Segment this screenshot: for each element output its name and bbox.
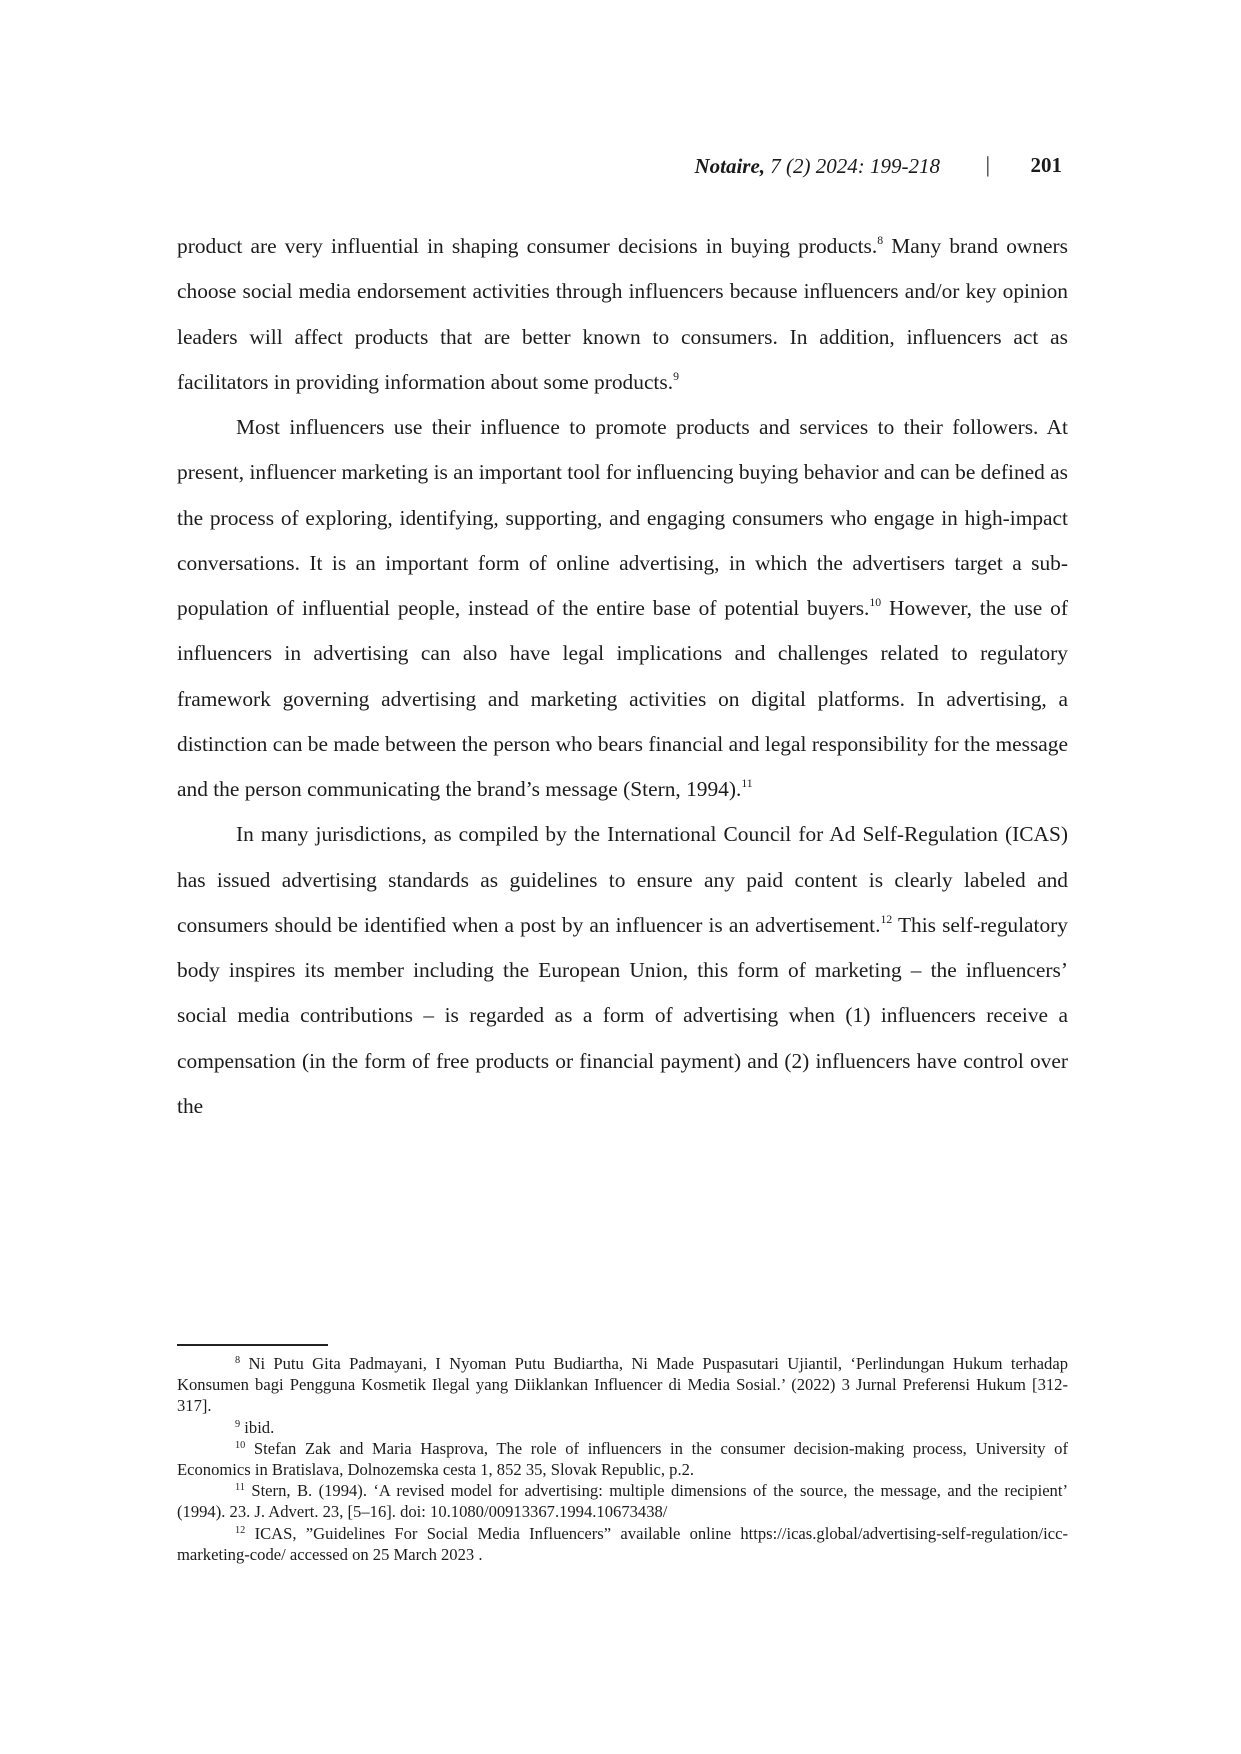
- footnote-ref-9[interactable]: 9: [673, 369, 679, 383]
- paragraph-2: [177, 405, 1068, 812]
- text-segment: Many brand owners choose social media endorsement activities through influencers because influencers and/or key opinion leaders will affect products that are better known to consumers. In addition, influencers act as facilitators in providing information about some products.: [177, 234, 1069, 394]
- footnote-10: [177, 1438, 1068, 1480]
- paragraph-1: [177, 224, 1068, 405]
- footnote-8: [177, 1353, 1068, 1417]
- footnote-number: 11: [235, 1482, 245, 1494]
- journal-name: Notaire,: [694, 154, 766, 178]
- text-segment: product are very influential in shaping consumer decisions in buying products.: [177, 234, 878, 258]
- footnote-text: ibid.: [240, 1417, 275, 1437]
- footnote-number: 10: [235, 1439, 246, 1451]
- footnote-11: [177, 1480, 1068, 1522]
- footnote-ref-12[interactable]: 12: [880, 912, 893, 926]
- footnotes: [177, 1353, 1068, 1565]
- paragraph-3: [177, 812, 1068, 1129]
- footnote-text: Stern, B. (1994). ‘A revised model for advertising: multiple dimensions of the source, the message, and the recipient’ (1994). 23. J. Advert. 23, [5–16]. doi: 10.1080/00913367.1994.10673438/: [177, 1481, 1068, 1522]
- footnote-number: 8: [235, 1354, 241, 1366]
- header-separator: |: [985, 152, 990, 177]
- volume-issue: 7 (2) 2024: 199-218: [765, 154, 940, 178]
- text-segment: This self-regulatory body inspires its member including the European Union, this form of marketing – the influencers’ social media contributions – is regarded as a form of advertising when (1) influencers receive a compensation (in the form of free products or financial payment) and (2) influencers have control over the: [177, 912, 1068, 1118]
- footnote-text: ICAS, ”Guidelines For Social Media Influencers” available online https://icas.global/advertising-self-regulation/icc-marketing-code/ accessed on 25 March 2023 .: [177, 1523, 1068, 1564]
- body-text: [177, 224, 1068, 1129]
- running-header: [177, 152, 1068, 182]
- footnote-separator-rule: [177, 1344, 328, 1346]
- text-segment: However, the use of influencers in advertising can also have legal implications and challenges related to regulatory framework governing advertising and marketing activities on digital platforms. In advertising, a distinction can be made between the person who bears financial and legal responsibility for the message and the person communicating the brand’s message (Stern, 1994).: [177, 596, 1068, 801]
- footnote-ref-8[interactable]: 8: [877, 234, 884, 248]
- page-number: 201: [1030, 153, 1062, 177]
- footnote-9: [177, 1417, 1068, 1438]
- journal-citation: [694, 154, 940, 179]
- footnote-text: Ni Putu Gita Padmayani, I Nyoman Putu Budiartha, Ni Made Puspasutari Ujiantil, ‘Perlindungan Hukum terhadap Konsumen bagi Pengguna Kosmetik Ilegal yang Diiklankan Influencer di Media Sosial.’ (2022) 3 Jurnal Preferensi Hukum [312-317].: [177, 1354, 1068, 1416]
- footnote-number: 9: [235, 1418, 241, 1430]
- text-segment: In many jurisdictions, as compiled by the International Council for Ad Self-Regulation (ICAS) has issued advertising standards as guidelines to ensure any paid content is clearly labeled and consumers should be identified when a post by an influencer is an advertisement.: [177, 822, 1068, 937]
- footnote-12: [177, 1523, 1068, 1565]
- footnote-ref-10[interactable]: 10: [869, 596, 882, 610]
- footnote-ref-11[interactable]: 11: [741, 777, 753, 791]
- footnote-number: 12: [235, 1524, 246, 1536]
- footnote-text: Stefan Zak and Maria Hasprova, The role of influencers in the consumer decision-making process, University of Economics in Bratislava, Dolnozemska cesta 1, 852 35, Slovak Republic, p.2.: [177, 1438, 1068, 1480]
- text-segment: Most influencers use their influence to promote products and services to their followers. At present, influencer marketing is an important tool for influencing buying behavior and can be defined as the process of exploring, identifying, supporting, and engaging consumers who engage in high-impact conversations. It is an important form of online advertising, in which the advertisers target a sub-population of influential people, instead of the entire base of potential buyers.: [177, 415, 1068, 620]
